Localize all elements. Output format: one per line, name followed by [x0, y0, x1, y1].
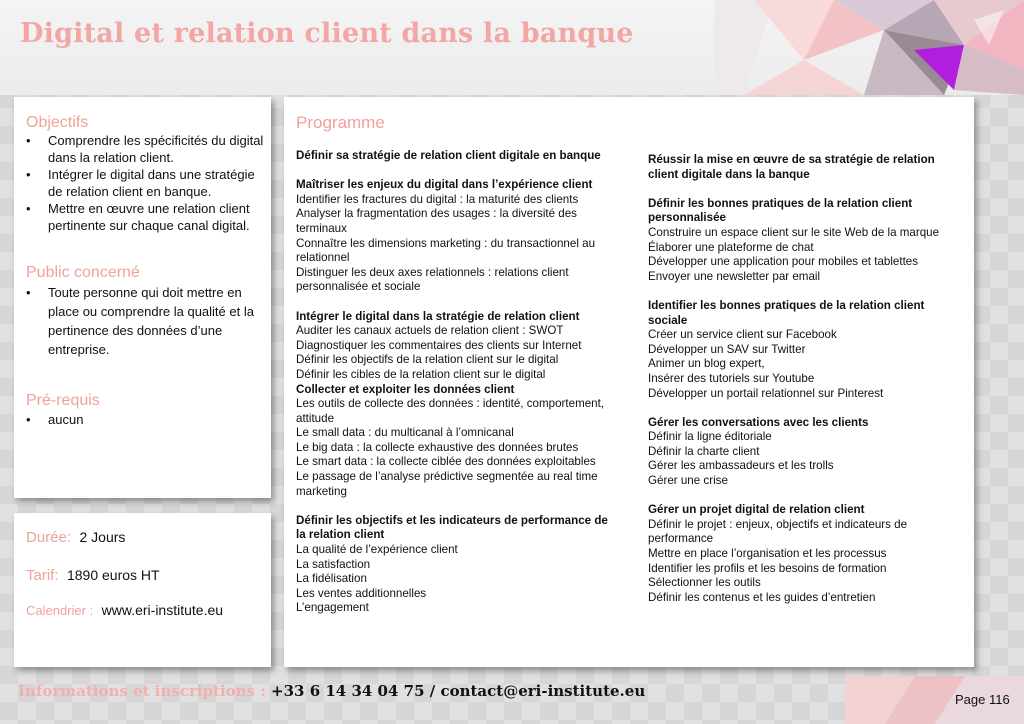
programme-item: Élaborer une plateforme de chat [648, 240, 814, 254]
prerequis-list [26, 411, 262, 428]
programme-item: Le small data : du multicanal à l’omnicanal [296, 426, 514, 440]
programme-heading: Gérer les conversations avec les clients [648, 415, 869, 429]
spacer [648, 182, 962, 197]
calendrier-row [26, 602, 223, 620]
programme-right-column [648, 153, 962, 605]
tarif-label: Tarif: [26, 567, 59, 584]
programme-item: Connaître les dimensions marketing : du transactionnel au relationnel [296, 236, 596, 265]
programme-item: Le smart data : la collecte ciblée des données exploitables [296, 455, 596, 469]
tarif-row [26, 567, 160, 585]
programme-item: La satisfaction [296, 557, 371, 571]
programme-item: Le passage de l’analyse prédictive segmentée au real time marketing [296, 470, 598, 498]
programme-heading: Gérer un projet digital de relation client [648, 503, 865, 517]
list-item: • Mettre en œuvre une relation client pertinente sur chaque canal digital. [26, 200, 266, 234]
spacer [648, 401, 962, 416]
calendrier-link[interactable]: www.eri-institute.eu [101, 602, 224, 618]
programme-item: Définir les contenus et les guides d’entretien [648, 590, 876, 604]
programme-left-column [296, 149, 611, 616]
info-panel [14, 97, 271, 498]
programme-item: Insérer des tutoriels sur Youtube [648, 371, 815, 385]
programme-item: Analyser la fragmentation des usages : la diversité des terminaux [296, 207, 577, 235]
programme-item: Les ventes additionnelles [296, 586, 427, 600]
spacer [648, 284, 962, 299]
programme-item: Construire un espace client sur le site Web de la marque [648, 225, 940, 239]
programme-heading: Intégrer le digital dans la stratégie de relation client [296, 309, 580, 323]
programme-item: Définir la ligne éditoriale [648, 430, 772, 444]
programme-heading: Définir sa stratégie de relation client digitale en banque [296, 149, 601, 162]
list-item: • Toute personne qui doit mettre en place ou comprendre la qualité et la pertinence des données d’une entreprise. [26, 283, 262, 359]
programme-item: Les outils de collecte des données : identité, comportement, attitude [296, 397, 605, 425]
objectifs-list [26, 132, 266, 234]
programme-item: Développer une application pour mobiles et tablettes [648, 255, 919, 269]
programme-item: Gérer une crise [648, 474, 728, 488]
footer-contact [18, 682, 645, 700]
programme-item: Sélectionner les outils [648, 576, 761, 590]
public-title: Public concerné [26, 264, 140, 281]
objectifs-title: Objectifs [26, 114, 89, 131]
list-item: • aucun [26, 411, 262, 428]
spacer [648, 489, 962, 504]
programme-item: Gérer les ambassadeurs et les trolls [648, 459, 834, 473]
programme-item: Le big data : la collecte exhaustive des données brutes [296, 440, 579, 454]
page-title: Digital et relation client dans la banque [20, 18, 634, 49]
duree-row [26, 529, 125, 547]
tarif-value: 1890 euros HT [66, 567, 160, 583]
programme-item: Développer un SAV sur Twitter [648, 342, 806, 356]
programme-heading: Maîtriser les enjeux du digital dans l’expérience client [296, 178, 593, 192]
programme-item: Diagnostiquer les commentaires des clients sur Internet [296, 338, 582, 352]
header-decoration [714, 0, 1024, 95]
programme-item: Créer un service client sur Facebook [648, 328, 837, 342]
programme-item: Distinguer les deux axes relationnels : relations client personnalisée et sociale [296, 265, 569, 294]
programme-item: Identifier les fractures du digital : la maturité des clients [296, 192, 579, 206]
list-item: • Comprendre les spécificités du digital dans la relation client. [26, 132, 266, 166]
programme-heading: Collecter et exploiter les données client [296, 382, 515, 396]
programme-heading: Réussir la mise en œuvre de sa stratégie de relation client digitale dans la banque [648, 153, 935, 181]
programme-heading: Identifier les bonnes pratiques de la relation client sociale [648, 298, 925, 327]
calendrier-label: Calendrier : [26, 603, 94, 618]
programme-item: Envoyer une newsletter par email [648, 269, 821, 283]
programme-heading: Définir les bonnes pratiques de la relation client personnalisée [648, 196, 913, 225]
list-item: • Intégrer le digital dans une stratégie de relation client en banque. [26, 166, 266, 200]
programme-item: Définir la charte client [648, 444, 760, 458]
programme-title: Programme [296, 113, 385, 132]
duree-value: 2 Jours [79, 529, 126, 545]
spacer [296, 295, 611, 310]
footer-contact-value[interactable]: +33 6 14 34 04 75 / contact@eri-institute.eu [271, 682, 646, 700]
programme-panel [284, 97, 974, 667]
spacer [296, 499, 611, 514]
programme-item: Développer un portail relationnel sur Pinterest [648, 386, 884, 400]
programme-item: Auditer les canaux actuels de relation client : SWOT [296, 324, 564, 338]
programme-item: La qualité de l’expérience client [296, 543, 458, 557]
public-list [26, 283, 262, 359]
programme-heading: Définir les objectifs et les indicateurs de performance de la relation client [296, 513, 608, 542]
programme-item: Définir les objectifs de la relation client sur le digital [296, 353, 559, 367]
programme-item: Identifier les profils et les besoins de formation [648, 561, 887, 575]
programme-item: La fidélisation [296, 572, 367, 586]
programme-item: Animer un blog expert, [648, 357, 765, 371]
programme-item: L’engagement [296, 601, 369, 615]
footer-info-label: Informations et inscriptions : [18, 682, 266, 700]
page-number: Page 116 [955, 692, 1010, 707]
programme-item: Définir le projet : enjeux, objectifs et indicateurs de performance [648, 517, 908, 546]
programme-item: Définir les cibles de la relation client sur le digital [296, 367, 546, 381]
prerequis-title: Pré-requis [26, 392, 100, 409]
programme-item: Mettre en place l’organisation et les processus [648, 547, 887, 561]
duree-label: Durée: [26, 529, 72, 546]
spacer [296, 164, 611, 179]
details-panel [14, 513, 271, 667]
